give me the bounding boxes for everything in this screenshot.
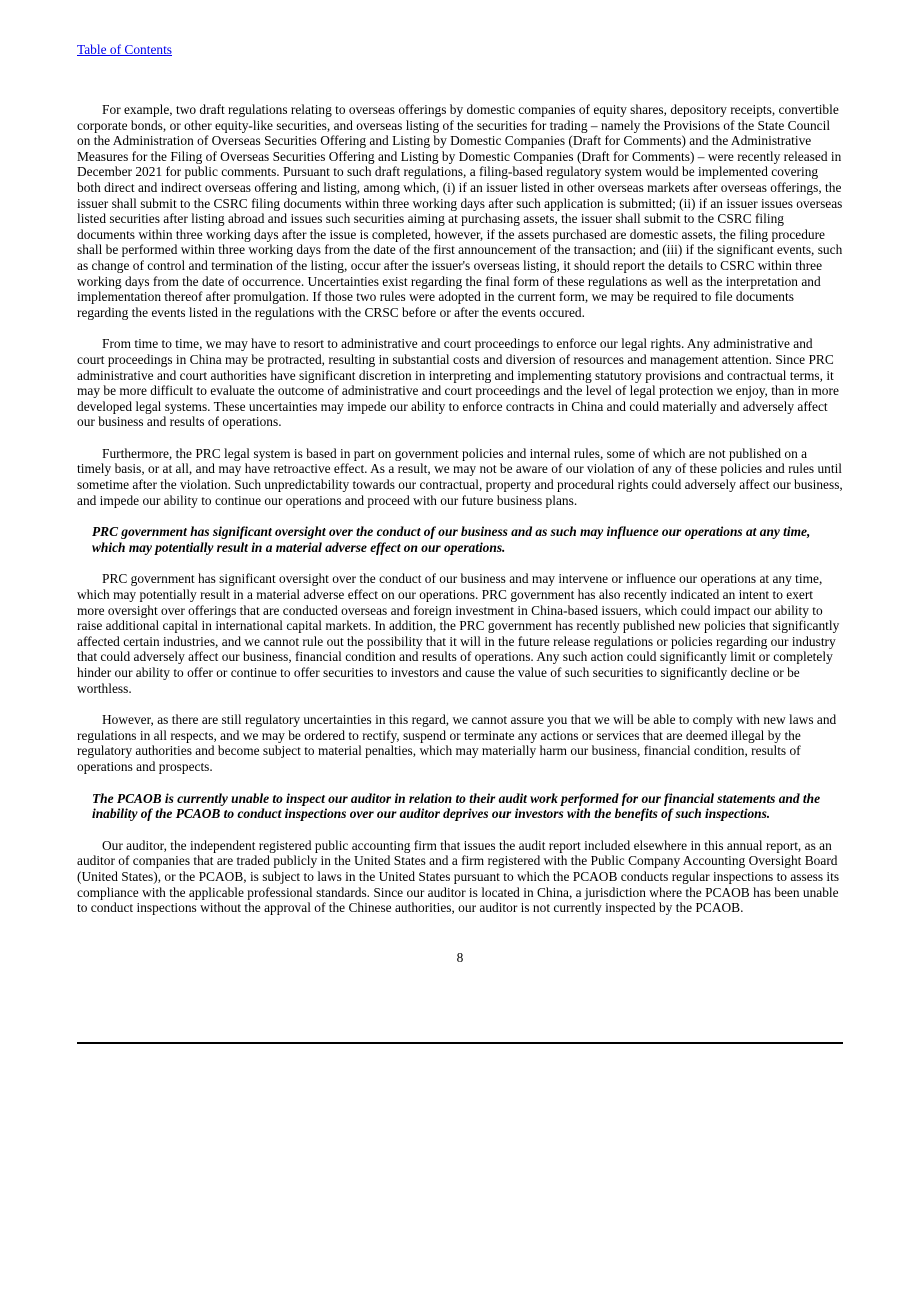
page-number: 8 bbox=[456, 949, 464, 965]
paragraph-regulatory-uncertainties: However, as there are still regulatory uncertainties in this regard, we cannot assure you that we will be able to comply with new laws and regulations in all respects, and we may be ordered to rectify, suspend or terminate any actions or services that are deemed illegal by the regulatory authorities and become subject to material penalties, which may materially harm our business, financial condition, results of operations and prospects. bbox=[77, 712, 837, 774]
paragraph-auditor-pcaob: Our auditor, the independent registered public accounting firm that issues the audit report included elsewhere in this annual report, as an auditor of companies that are traded publicly in the United States and a firm registered with the Public Company Accounting Oversight Board (United States), or the PCAOB, is subject to laws in the United States pursuant to which the PCAOB conducts regular inspections to assess its compliance with the applicable professional standards. Since our auditor is located in China, a jurisdiction where the PCAOB has been unable to conduct inspections without the approval of the Chinese authorities, our auditor is not currently inspected by the PCAOB. bbox=[77, 837, 840, 916]
page-divider bbox=[77, 1042, 843, 1044]
paragraph-prc-oversight: PRC government has significant oversight over the conduct of our business and may intervene or influence our operations at any time, which may potentially result in a material adverse effect on our operations. PRC government has also recently indicated an intent to exert more oversight over offerings that are conducted overseas and foreign investment in China-based issuers, which could impact our ability to raise additional capital in international capital markets. In addition, the PRC government has recently published new policies that significantly affected certain industries, and we cannot rule out the possibility that it will in the future release regulations or policies regarding our industry that could adversely affect our business, financial condition and results of operations. Any such action could significantly limit or completely hinder our ability to offer or continue to offer securities to investors and cause the value of such securities to significantly decline or be worthless. bbox=[77, 571, 840, 696]
risk-heading-prc-oversight: PRC government has significant oversight over the conduct of our business and as such may influence our operations at any time, which may potentially result in a material adverse effect on our operations. bbox=[92, 524, 811, 555]
paragraph-overseas-offering-regulations: For example, two draft regulations relating to overseas offerings by domestic companies of equity shares, depository receipts, convertible corporate bonds, or other equity-like securities, and overseas listing of the securities for trading – namely the Provisions of the State Council on the Administration of Overseas Securities Offering and Listing by Domestic Companies (Draft for Comments) and the Administrative Measures for the Filing of Overseas Securities Offering and Listing by Domestic Companies (Draft for Comments) – were recently released in December 2021 for public comments. Pursuant to such draft regulations, a filing-based regulatory system would be implemented covering both direct and indirect overseas offering and listing, among which, (i) if an issuer listed in other overseas markets after overseas offerings, the issuer shall submit to the CSRC filing documents within three working days after such application is submitted; (ii) if an issuer issues overseas listed securities after listing abroad and issues such securities aiming at purchasing assets, the issuer shall submit to the CSRC filing documents within three working days after the issue is completed, however, if the assets purchased are domestic assets, the filing procedure shall be performed within three working days from the date of the first announcement of the transaction; and (iii) if the significant events, such as change of control and termination of the listing, occur after the issuer's overseas listing, it should report the details to CSRC within three working days from the date of occurrence. Uncertainties exist regarding the final form of these regulations as well as the interpretation and implementation thereof after promulgation. If those two rules were adopted in the current form, we may be required to file documents regarding the events listed in the regulations with the CRSC before or after the events occured. bbox=[77, 102, 843, 320]
table-of-contents-link[interactable]: Table of Contents bbox=[77, 42, 173, 57]
paragraph-prc-legal-system: Furthermore, the PRC legal system is based in part on government policies and internal rules, some of which are not published on a timely basis, or at all, and may have retroactive effect. As a result, we may not be aware of our violation of any of these policies and rules until sometime after the violation. Such unpredictability towards our contractual, property and procedural rights could adversely affect our business, and impede our ability to continue our operations and proceed with our future business plans. bbox=[77, 445, 843, 508]
risk-heading-pcaob: The PCAOB is currently unable to inspect our auditor in relation to their audit work performed for our financial statements and the inability of the PCAOB to conduct inspections over our auditor deprives our investors with the benefits of such inspections. bbox=[92, 790, 821, 822]
document-page bbox=[77, 41, 843, 966]
paragraph-administrative-court-proceedings: From time to time, we may have to resort to administrative and court proceedings to enforce our legal rights. Any administrative and court proceedings in China may be protracted, resulting in substantial costs and diversion of resources and management attention. Since PRC administrative and court authorities have significant discretion in interpreting and implementing statutory provisions and contractual terms, it may be more difficult to evaluate the outcome of administrative and court proceedings and the level of legal protection we enjoy, than in more developed legal systems. These uncertainties may impede our ability to enforce contracts in China and could materially and adversely affect our business and results of operations. bbox=[77, 336, 839, 430]
